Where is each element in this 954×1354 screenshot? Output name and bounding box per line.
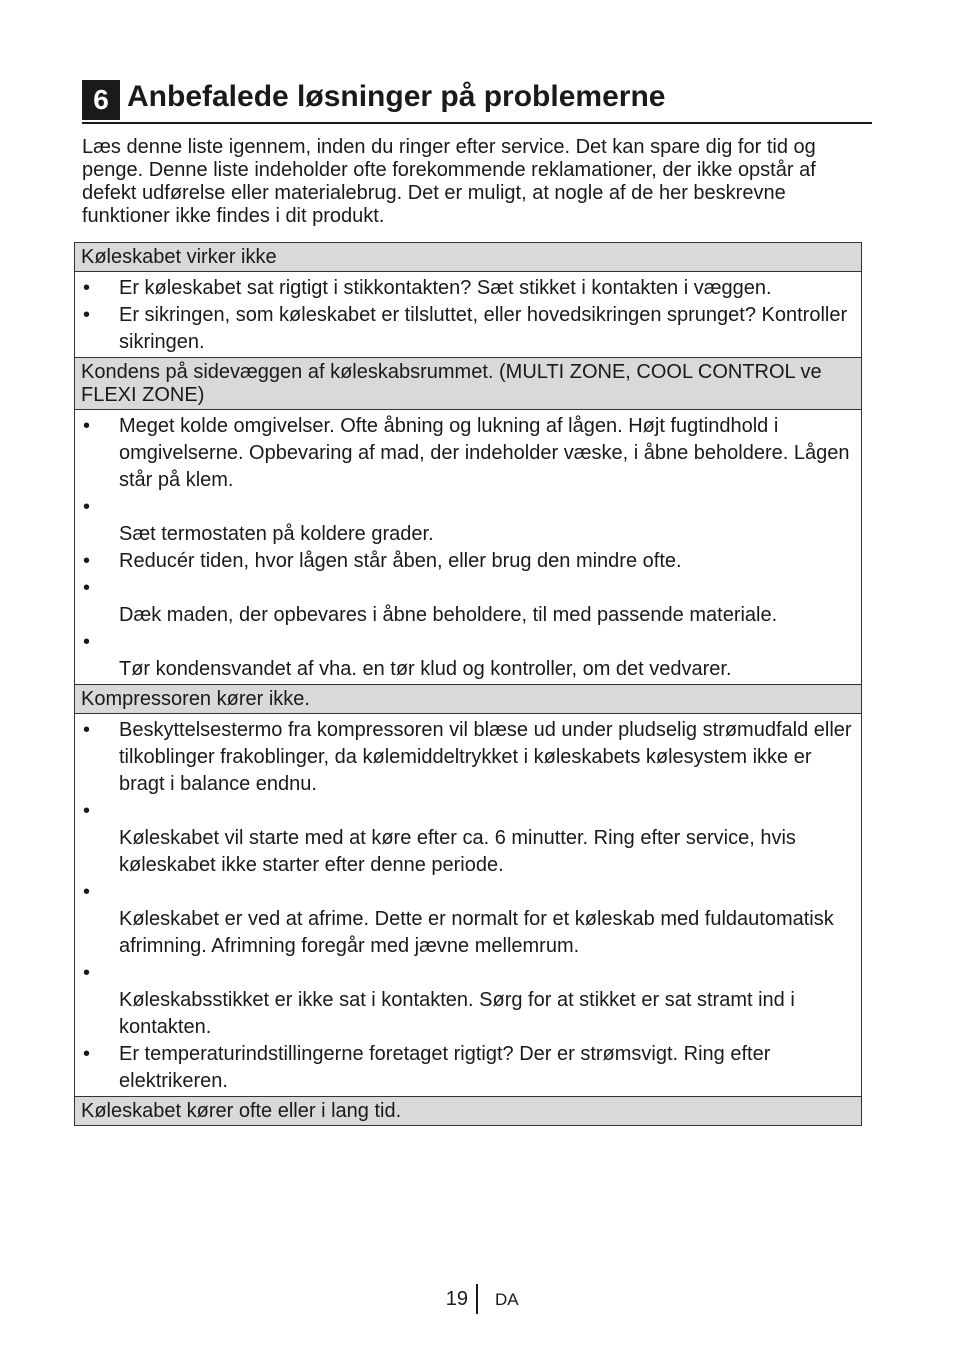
page-number: 19 [445, 1288, 468, 1310]
problem-header: Kompressoren kører ikke. [75, 685, 862, 714]
solutions-row [75, 714, 862, 1097]
bullet-icon: • [83, 631, 91, 653]
chapter-title: Anbefalede løsninger på problemerne [127, 80, 666, 113]
chapter-heading [82, 78, 872, 124]
bullet-icon: • [83, 577, 91, 599]
solution-text: Tør kondensvandet af vha. en tør klud og kontroller, om det vedvarer. [119, 658, 732, 680]
solution-item [81, 413, 855, 494]
footer-divider [476, 1284, 478, 1314]
solution-list [81, 413, 855, 683]
problem-row [75, 358, 862, 410]
solutions-cell [75, 714, 862, 1097]
solution-text: Dæk maden, der opbevares i åbne beholdere, til med passende materiale. [119, 604, 778, 626]
problem-row [75, 1097, 862, 1126]
bullet-icon: • [83, 800, 91, 822]
solution-item [81, 879, 855, 960]
solution-item [81, 575, 855, 629]
solution-text: Beskyttelsestermo fra kompressoren vil blæse ud under pludselig strømudfald eller tilkoblinger frakoblinger, da kølemiddeltrykket i køleskabets kølesystem ikke er bragt i balance endnu. [119, 719, 852, 795]
troubleshooting-table [74, 242, 862, 1126]
chapter-number-badge: 6 [82, 80, 120, 120]
solution-item [81, 548, 855, 575]
bullet-icon: • [83, 277, 91, 299]
solution-text: Er temperaturindstillingerne foretaget rigtigt? Der er strømsvigt. Ring efter elektrikeren. [119, 1043, 771, 1092]
solution-item [81, 717, 855, 798]
solution-text: Er køleskabet sat rigtigt i stikkontakten? Sæt stikket i kontakten i væggen. [119, 277, 772, 299]
solution-text: Meget kolde omgivelser. Ofte åbning og lukning af lågen. Højt fugtindhold i omgivelserne. Opbevaring af mad, der indeholder væske, i åbne beholdere. Lågen står på klem. [119, 415, 850, 491]
solution-item [81, 629, 855, 683]
problem-header: Køleskabet kører ofte eller i lang tid. [75, 1097, 862, 1126]
bullet-icon: • [83, 304, 91, 326]
solution-text: Reducér tiden, hvor lågen står åben, eller brug den mindre ofte. [119, 550, 682, 572]
bullet-icon: • [83, 719, 91, 741]
solution-item [81, 494, 855, 548]
intro-paragraph: Læs denne liste igennem, inden du ringer efter service. Det kan spare dig for tid og penge. Denne liste indeholder ofte forekommende reklamationer, der ikke opstår af defekt udførelse eller materialebrug. Det er muligt, at nogle af de her beskrevne funktioner ikke findes i dit produkt. [82, 136, 816, 227]
solution-text: Køleskabet vil starte med at køre efter ca. 6 minutter. Ring efter service, hvis køleskabet ikke starter efter denne periode. [119, 827, 796, 876]
problem-header: Køleskabet virker ikke [75, 243, 862, 272]
solution-list [81, 275, 855, 356]
solution-text: Køleskabsstikket er ikke sat i kontakten. Sørg for at stikket er sat stramt ind i kontakten. [119, 989, 795, 1038]
solution-item [81, 1041, 855, 1095]
solution-item [81, 960, 855, 1041]
bullet-icon: • [83, 415, 91, 437]
bullet-icon: • [83, 962, 91, 984]
solution-text: Er sikringen, som køleskabet er tilsluttet, eller hovedsikringen sprunget? Kontroller sikringen. [119, 304, 848, 353]
bullet-icon: • [83, 496, 91, 518]
solution-item [81, 798, 855, 879]
solutions-row [75, 272, 862, 358]
solution-text: Køleskabet er ved at afrime. Dette er normalt for et køleskab med fuldautomatisk afrimning. Afrimning foregår med jævne mellemrum. [119, 908, 834, 957]
solution-item [81, 302, 855, 356]
solution-item [81, 275, 855, 302]
bullet-icon: • [83, 550, 91, 572]
language-code: DA [495, 1290, 519, 1309]
problem-header: Kondens på sidevæggen af køleskabsrummet. (MULTI ZONE, COOL CONTROL ve FLEXI ZONE) [75, 358, 862, 410]
solutions-row [75, 410, 862, 685]
bullet-icon: • [83, 1043, 91, 1065]
problem-row [75, 685, 862, 714]
problem-row [75, 243, 862, 272]
bullet-icon: • [83, 881, 91, 903]
page-footer [0, 1284, 954, 1314]
solution-list [81, 717, 855, 1095]
solution-text: Sæt termostaten på koldere grader. [119, 523, 434, 545]
solutions-cell [75, 410, 862, 685]
solutions-cell [75, 272, 862, 358]
